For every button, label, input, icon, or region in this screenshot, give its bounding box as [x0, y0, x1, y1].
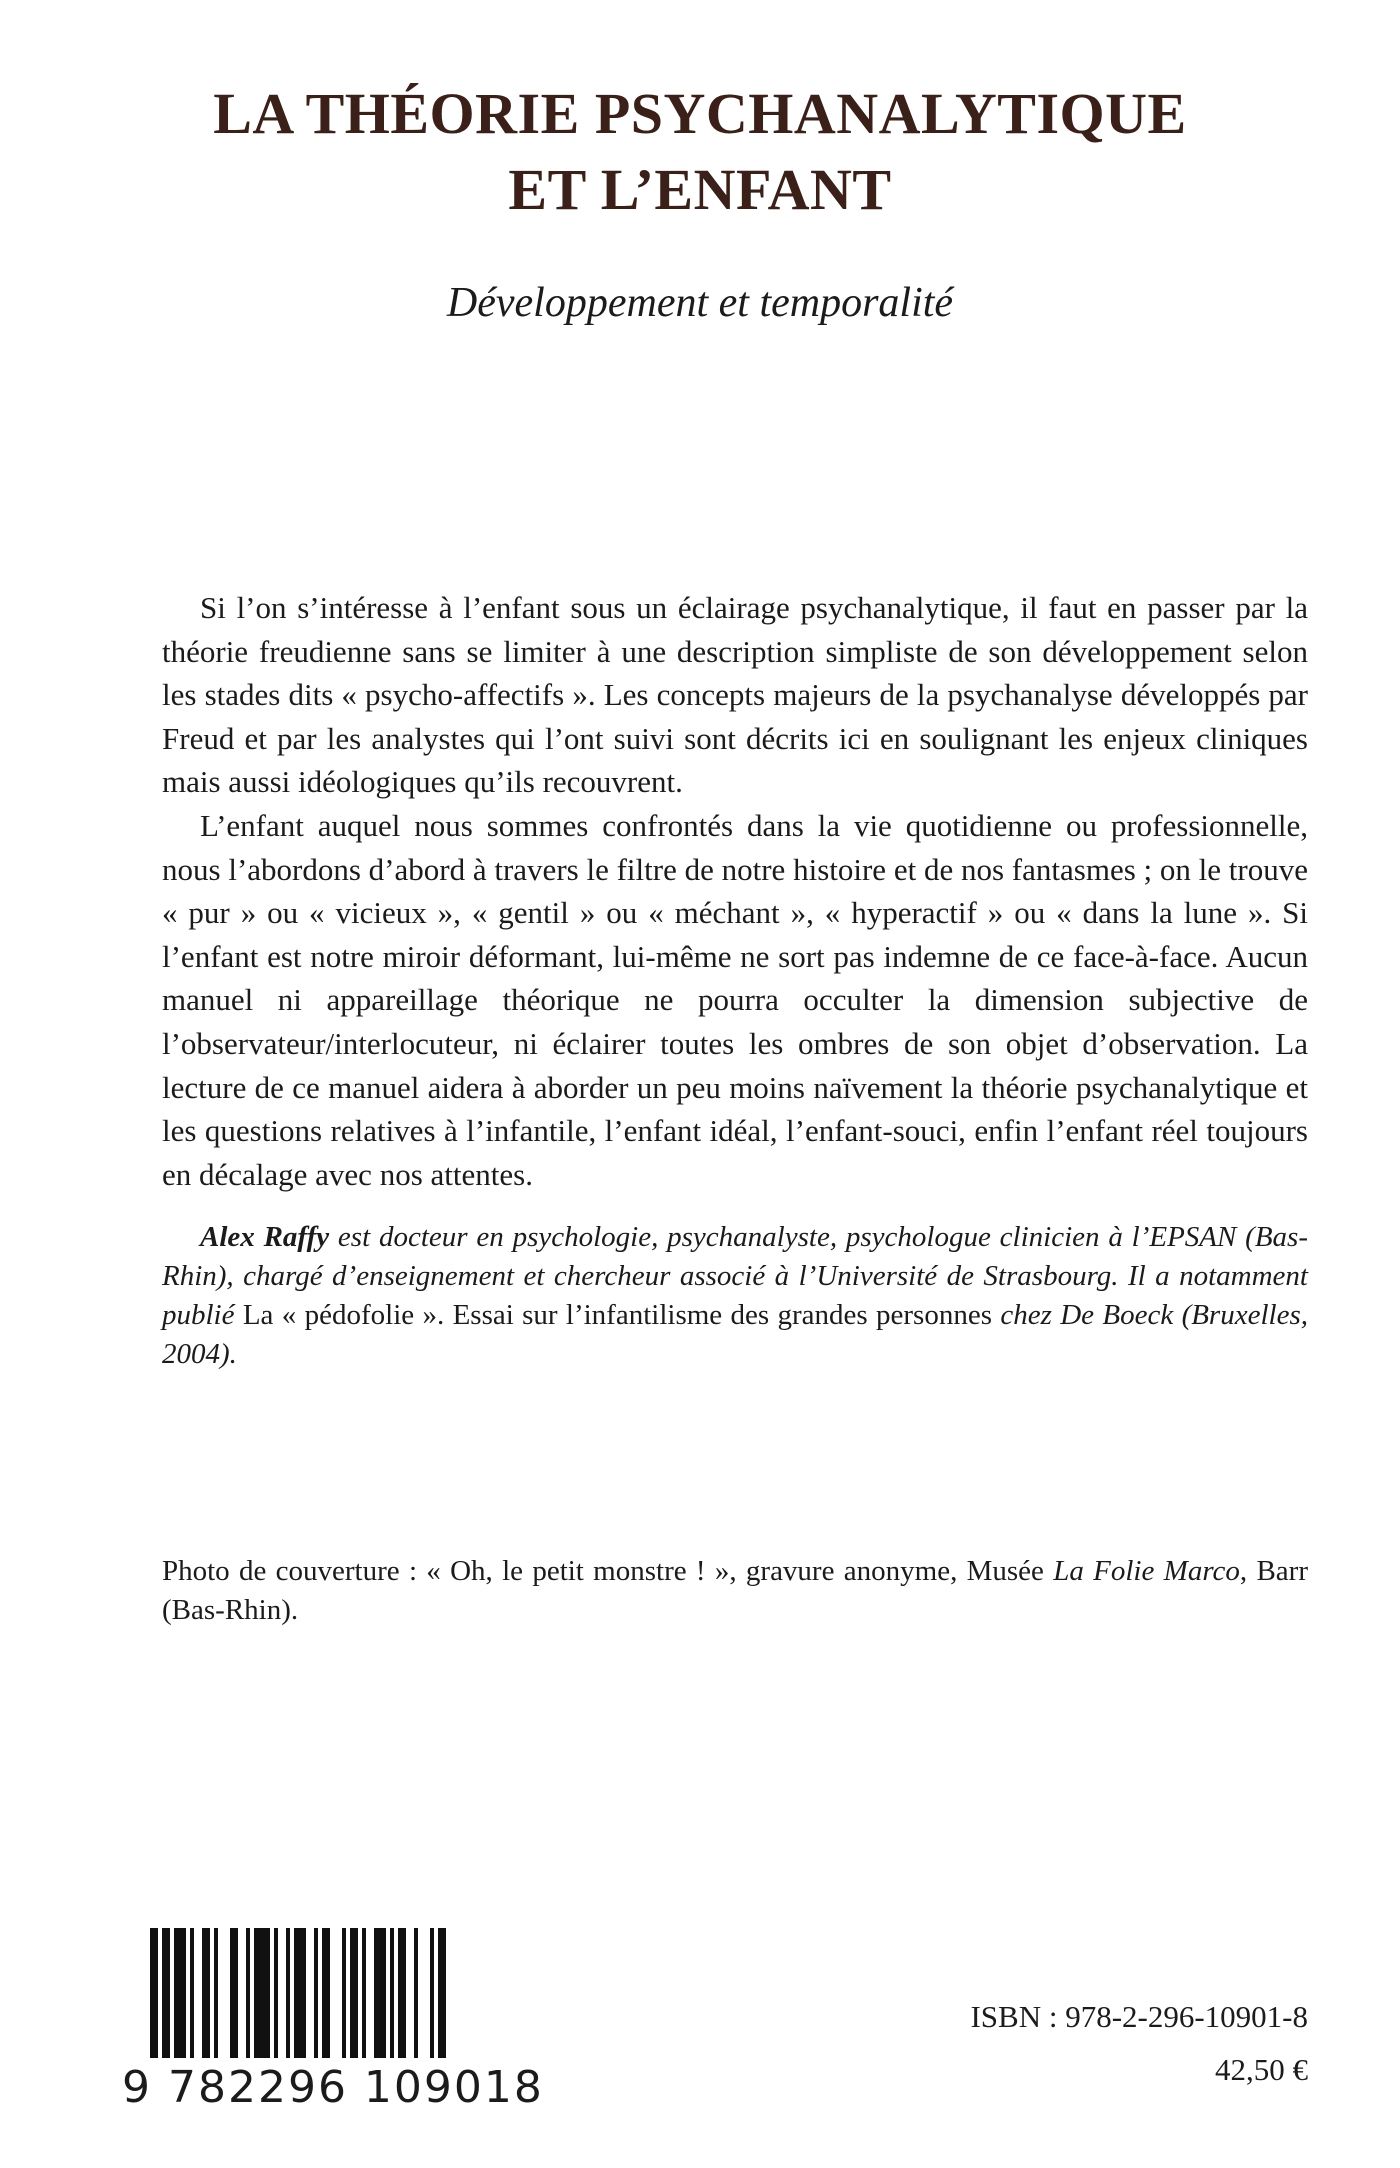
- barcode-bar: [246, 1928, 250, 2058]
- barcode-bar: [230, 1928, 238, 2058]
- title-line-2: ET L’ENFANT: [508, 157, 892, 222]
- summary-text: [162, 586, 1308, 1196]
- author-name: Alex Raffy: [200, 1221, 330, 1253]
- barcode-bar: [374, 1928, 386, 2058]
- barcode-bar: [286, 1928, 290, 2058]
- barcode-bar: [162, 1928, 170, 2058]
- barcode-bars: [122, 1928, 462, 2058]
- barcode-bar: [174, 1928, 186, 2058]
- barcode-bar: [362, 1928, 366, 2058]
- summary-paragraph-1: Si l’on s’intéresse à l’enfant sous un éclairage psychanalytique, il faut en passer par la théorie freudienne sans se limiter à une description simpliste de son développement selon les stades dits « psycho-affectifs ». Les concepts majeurs de la psychanalyse développés par Freud et par les analystes qui l’ont suivi sont décrits ici en soulignant les enjeux cliniques mais aussi idéologiques qu’ils recouvrent.: [162, 590, 1308, 800]
- title-line-1: LA THÉORIE PSYCHANALYTIQUE: [213, 81, 1187, 146]
- book-subtitle: Développement et temporalité: [446, 280, 954, 326]
- photo-credit-museum: La Folie Marco: [1053, 1555, 1240, 1587]
- barcode-bar: [390, 1928, 394, 2058]
- barcode-bar: [438, 1928, 446, 2058]
- barcode-bar: [314, 1928, 318, 2058]
- author-book-title: La « pédofolie ». Essai sur l’infantilisme des grandes personnes: [242, 1299, 993, 1331]
- author-bio-text-2: chez De Boeck (Bruxelles, 2004).: [162, 1299, 1308, 1370]
- barcode-bar: [190, 1928, 194, 2058]
- barcode-bar: [214, 1928, 218, 2058]
- barcode-bar: [342, 1928, 346, 2058]
- author-bio: [162, 1218, 1308, 1374]
- photo-credit-text-1: Photo de couverture : « Oh, le petit monstre ! », gravure anonyme, Musée: [162, 1555, 1054, 1587]
- summary-paragraph-2: L’enfant auquel nous sommes confrontés dans la vie quotidienne ou professionnelle, nous l’abordons d’abord à travers le filtre de notre histoire et de nos fantasmes ; on le trouve « pur » ou « vicieux », « gentil » ou « méchant », « hyperactif » ou « dans la lune ». Si l’enfant est notre miroir déformant, lui-même ne sort pas indemne de ce face-à-face. Aucun manuel ni appareillage théorique ne pourra occulter la dimension subjective de l’observateur/interlocuteur, ni éclairer toutes les ombres de son objet d’observation. La lecture de ce manuel aidera à aborder un peu moins naïvement la théorie psychanalytique et les questions relatives à l’infantile, l’enfant idéal, l’enfant-souci, enfin l’enfant réel toujours en décalage avec nos attentes.: [162, 807, 1308, 1192]
- barcode-bar: [202, 1928, 210, 2058]
- barcode-bar: [274, 1928, 278, 2058]
- barcode-bar: [430, 1928, 434, 2058]
- barcode-bar: [150, 1928, 158, 2058]
- barcode-bar: [350, 1928, 358, 2058]
- isbn: ISBN : 978-2-296-10901-8: [970, 1999, 1308, 2034]
- barcode-bar: [398, 1928, 406, 2058]
- price: 42,50 €: [1215, 2052, 1308, 2087]
- photo-credit-text-2: , Barr (Bas-Rhin).: [162, 1555, 1308, 1626]
- barcode-bar: [322, 1928, 330, 2058]
- book-title: [0, 76, 1400, 228]
- barcode-bar: [254, 1928, 270, 2058]
- barcode-bar: [414, 1928, 418, 2058]
- barcode-bar: [294, 1928, 306, 2058]
- barcode-digits: 9 782296 109018: [122, 2062, 544, 2113]
- photo-credit: [162, 1552, 1308, 1630]
- author-bio-text-1: est docteur en psychologie, psychanalyste, psychologue clinicien à l’EPSAN (Bas-Rhin), chargé d’enseignement et chercheur associé à l’Université de Strasbourg. Il a notamment publié: [162, 1221, 1308, 1331]
